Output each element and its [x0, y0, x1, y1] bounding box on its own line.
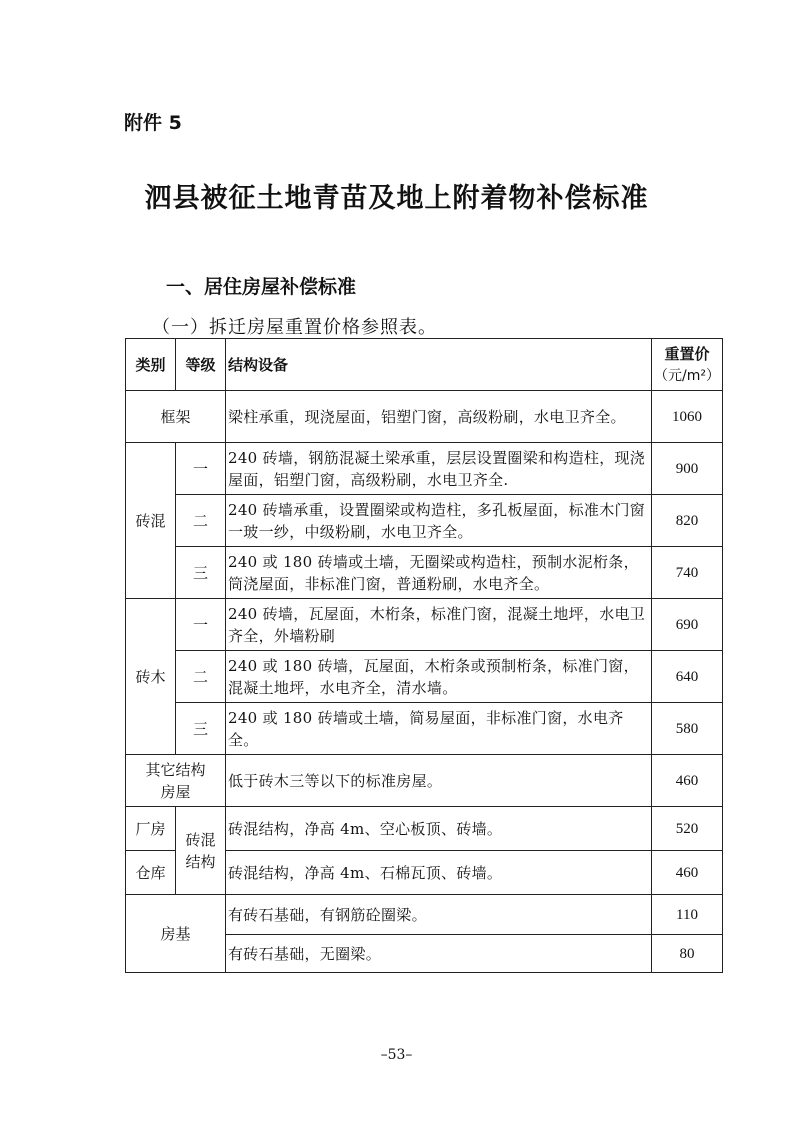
grade-cell: 三	[176, 703, 226, 755]
category-brick-concrete: 砖混	[126, 443, 176, 599]
price-cell: 110	[652, 895, 723, 935]
price-cell: 900	[652, 443, 723, 495]
category-other: 其它结构房屋	[126, 755, 226, 807]
header-grade: 等级	[176, 339, 226, 391]
category-frame: 框架	[126, 391, 226, 443]
grade-cell: 一	[176, 443, 226, 495]
category-warehouse: 仓库	[126, 851, 176, 895]
desc-cell: 240 砖墙承重，设置圈梁或构造柱，多孔板屋面，标准木门窗一玻一纱，中级粉刷，水电卫齐全。	[226, 495, 652, 547]
section-heading: 一、居住房屋补偿标准	[166, 276, 357, 298]
table-row	[126, 807, 723, 851]
table-row	[126, 651, 723, 703]
grade-cell: 三	[176, 547, 226, 599]
grade-cell: 一	[176, 599, 226, 651]
header-price-line1: 重置价	[664, 344, 710, 363]
price-cell: 740	[652, 547, 723, 599]
desc-cell: 240 或 180 砖墙或土墙，无圈梁或构造柱，预制水泥桁条，筒浇屋面，非标准门窗，普通粉刷，水电齐全。	[226, 547, 652, 599]
desc-cell: 240 砖墙，钢筋混凝土梁承重，层层设置圈梁和构造柱，现浇屋面，铝塑门窗，高级粉刷，水电卫齐全.	[226, 443, 652, 495]
desc-other: 低于砖木三等以下的标准房屋。	[226, 755, 652, 807]
desc-cell: 240 或 180 砖墙，瓦屋面，木桁条或预制桁条，标准门窗，混凝土地坪，水电齐全，清水墙。	[226, 651, 652, 703]
price-frame: 1060	[652, 391, 723, 443]
desc-cell: 240 或 180 砖墙或土墙，简易屋面，非标准门窗，水电齐全。	[226, 703, 652, 755]
desc-cell: 240 砖墙，瓦屋面，木桁条，标准门窗，混凝土地坪，水电卫齐全，外墙粉刷	[226, 599, 652, 651]
price-cell: 820	[652, 495, 723, 547]
header-structure: 结构设备	[226, 339, 652, 391]
grade-factory-warehouse: 砖混结构	[176, 807, 226, 895]
price-cell: 640	[652, 651, 723, 703]
header-price	[652, 339, 723, 391]
document-title: 泗县被征土地青苗及地上附着物补偿标准	[144, 183, 649, 214]
attachment-label: 附件 5	[124, 112, 182, 134]
table-row	[126, 895, 723, 935]
header-price-unit: （元/m²）	[654, 367, 720, 384]
category-brick-wood: 砖木	[126, 599, 176, 755]
table-header-row	[126, 339, 723, 391]
desc-warehouse: 砖混结构，净高 4m、石棉瓦顶、砖墙。	[226, 851, 652, 895]
header-category: 类别	[126, 339, 176, 391]
table-row	[126, 755, 723, 807]
desc-frame: 梁柱承重，现浇屋面，铝塑门窗，高级粉刷，水电卫齐全。	[226, 391, 652, 443]
subsection-heading: （一）拆迁房屋重置价格参照表。	[152, 317, 437, 338]
price-factory: 520	[652, 807, 723, 851]
price-other: 460	[652, 755, 723, 807]
table-row	[126, 703, 723, 755]
page-number: –53–	[380, 1047, 413, 1063]
desc-cell: 有砖石基础，无圈梁。	[226, 935, 652, 973]
table-row	[126, 443, 723, 495]
table-row	[126, 391, 723, 443]
grade-cell: 二	[176, 495, 226, 547]
table-row	[126, 599, 723, 651]
price-cell: 580	[652, 703, 723, 755]
desc-factory: 砖混结构，净高 4m、空心板顶、砖墙。	[226, 807, 652, 851]
desc-cell: 有砖石基础，有钢筋砼圈梁。	[226, 895, 652, 935]
price-cell: 80	[652, 935, 723, 973]
category-factory: 厂房	[126, 807, 176, 851]
price-reference-table	[125, 338, 723, 973]
grade-cell: 二	[176, 651, 226, 703]
price-cell: 690	[652, 599, 723, 651]
price-warehouse: 460	[652, 851, 723, 895]
category-foundation: 房基	[126, 895, 226, 973]
table-row	[126, 547, 723, 599]
table-row	[126, 495, 723, 547]
